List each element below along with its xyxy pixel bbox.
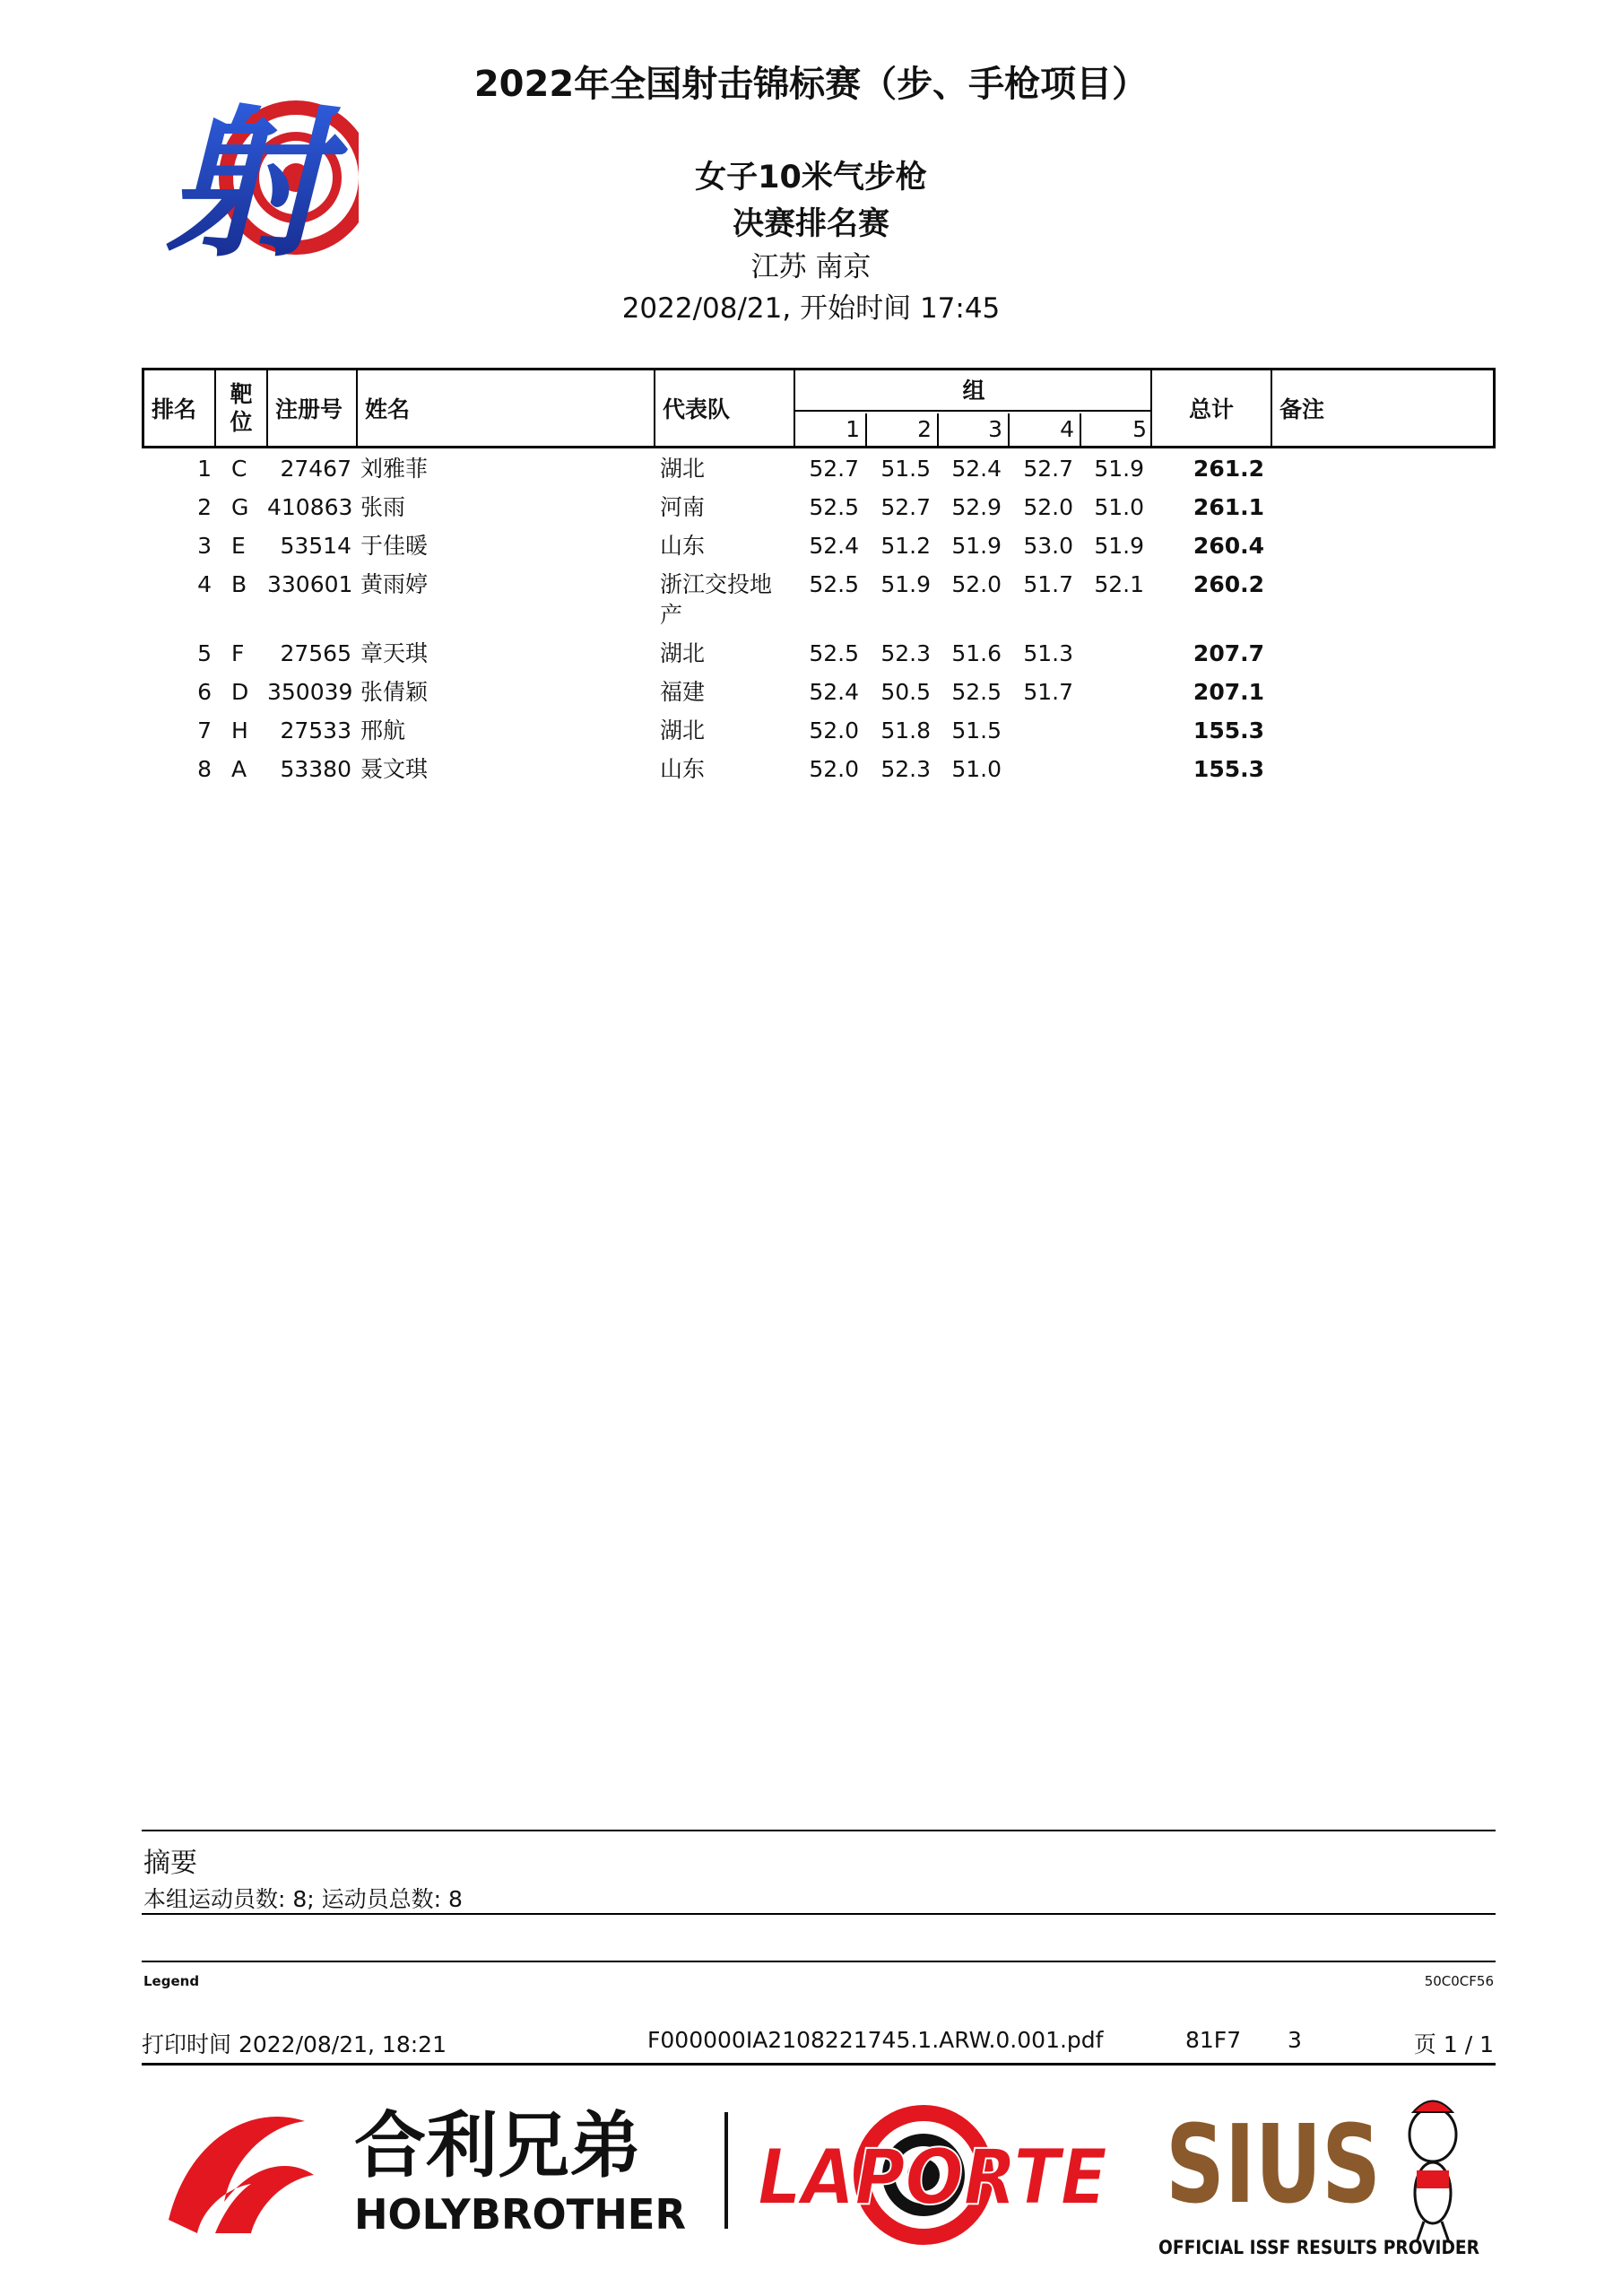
cell-team: 山东 — [660, 533, 706, 559]
table-row — [142, 453, 1496, 489]
pdf-filename: F000000IA2108221745.1.ARW.0.001.pdf — [647, 2027, 1104, 2053]
cell-target: D — [231, 679, 249, 705]
cell-target: C — [231, 456, 247, 482]
cell-rank: 3 — [197, 533, 212, 559]
cell-series-1: 52.4 — [809, 679, 859, 705]
event-location: 江苏 南京 — [750, 251, 872, 283]
footer-divider — [142, 2063, 1496, 2066]
cell-name: 张雨 — [360, 494, 406, 520]
cell-rank: 1 — [197, 456, 212, 482]
holybrother-logo — [169, 2104, 686, 2239]
cell-reg-no: 27467 — [280, 456, 351, 482]
competition-title: 2022年全国射击锦标赛（步、手枪项目） — [473, 64, 1149, 105]
cell-total: 155.3 — [1193, 756, 1264, 782]
table-row — [142, 753, 1496, 789]
col-remarks: 备注 — [1279, 396, 1325, 422]
table-row — [142, 676, 1496, 712]
cell-series-2: 52.3 — [880, 640, 931, 666]
cell-total: 261.1 — [1193, 494, 1264, 520]
col-target-line1: 靶 — [230, 380, 253, 407]
cell-series-5: 51.9 — [1094, 456, 1144, 482]
cell-series-5: 52.1 — [1094, 571, 1144, 597]
cell-series-4: 51.3 — [1023, 640, 1073, 666]
laporte-text: LAPORTE — [758, 2133, 1107, 2222]
cell-series-4: 51.7 — [1023, 571, 1073, 597]
cell-series-3: 51.9 — [951, 533, 1002, 559]
cell-series-5: 51.0 — [1094, 494, 1144, 520]
cell-target: G — [231, 494, 249, 520]
col-reg-no: 注册号 — [268, 370, 358, 446]
page-number: 页 1 / 1 — [1413, 2031, 1494, 2057]
cell-name: 刘雅菲 — [360, 456, 429, 482]
cell-team: 浙江交投地 — [660, 571, 773, 597]
cell-series-2: 51.8 — [880, 718, 931, 744]
cell-team: 湖北 — [660, 718, 706, 744]
cell-series-4: 51.7 — [1023, 679, 1073, 705]
summary-title: 摘要 — [143, 1848, 197, 1879]
table-row — [142, 491, 1496, 527]
cell-series-3: 51.6 — [951, 640, 1002, 666]
cell-reg-no: 27533 — [280, 718, 351, 744]
cell-series-4: 53.0 — [1023, 533, 1073, 559]
col-target-line2: 位 — [230, 409, 253, 435]
cell-rank: 7 — [197, 718, 212, 744]
event-datetime: 2022/08/21, 开始时间 17:45 — [621, 292, 1001, 325]
cell-reg-no: 330601 — [267, 571, 353, 597]
cell-team: 福建 — [660, 679, 706, 705]
table-row — [142, 569, 1496, 640]
col-total: 总计 — [1152, 370, 1272, 446]
cell-rank: 4 — [197, 571, 212, 597]
holybrother-swoosh-icon — [169, 2117, 314, 2233]
cell-series-2: 52.7 — [880, 494, 931, 520]
summary-bottom-divider — [142, 1913, 1496, 1915]
cell-reg-no: 350039 — [267, 679, 353, 705]
cell-series-3: 52.0 — [951, 571, 1002, 597]
col-series-1: 1 — [795, 413, 867, 446]
laporte-logo — [758, 2105, 1107, 2245]
cell-total: 207.7 — [1193, 640, 1264, 666]
col-group — [795, 370, 1152, 446]
cell-series-3: 52.5 — [951, 679, 1002, 705]
cell-series-1: 52.5 — [809, 494, 859, 520]
sius-text: SIUS — [1166, 2103, 1381, 2228]
cell-name: 邢航 — [360, 718, 406, 744]
cell-target: E — [231, 533, 246, 559]
event-name: 女子10米气步枪 — [695, 160, 927, 196]
table-row — [142, 530, 1496, 566]
cell-team: 湖北 — [660, 640, 706, 666]
col-series-3: 3 — [939, 413, 1010, 446]
event-phase: 决赛排名赛 — [732, 206, 889, 242]
cell-name: 章天琪 — [360, 640, 429, 666]
cell-series-3: 52.9 — [951, 494, 1002, 520]
cell-series-3: 52.4 — [951, 456, 1002, 482]
col-group-label: 组 — [795, 370, 1152, 412]
results-table-header — [142, 368, 1496, 448]
cell-series-1: 52.4 — [809, 533, 859, 559]
cell-series-2: 51.5 — [880, 456, 931, 482]
cell-target: B — [231, 571, 247, 597]
cell-reg-no: 410863 — [267, 494, 353, 520]
col-rank: 排名 — [144, 370, 216, 446]
cell-reg-no: 53514 — [280, 533, 351, 559]
sius-tagline: OFFICIAL ISSF RESULTS PROVIDER — [1158, 2237, 1479, 2258]
cell-series-2: 50.5 — [880, 679, 931, 705]
sius-logo — [1158, 2101, 1479, 2259]
cell-series-3: 51.0 — [951, 756, 1002, 782]
col-series-5: 5 — [1132, 416, 1147, 442]
cell-team: 河南 — [660, 494, 706, 520]
cell-total: 155.3 — [1193, 718, 1264, 744]
cell-total: 261.2 — [1193, 456, 1264, 482]
cell-team-line2: 产 — [660, 602, 683, 628]
cell-series-1: 52.0 — [809, 756, 859, 782]
col-name: 姓名 — [358, 370, 655, 446]
col-series-4: 4 — [1010, 413, 1081, 446]
cell-series-3: 51.5 — [951, 718, 1002, 744]
cell-series-2: 51.9 — [880, 571, 931, 597]
col-target — [216, 370, 268, 446]
cell-series-4: 52.0 — [1023, 494, 1073, 520]
holybrother-cn-text: 合利兄弟 — [354, 2104, 641, 2187]
sponsor-banner — [161, 2085, 1497, 2265]
cell-total: 207.1 — [1193, 679, 1264, 705]
cell-name: 黄雨婷 — [360, 571, 429, 597]
cell-series-1: 52.5 — [809, 640, 859, 666]
holybrother-en-text: HOLYBROTHER — [354, 2190, 686, 2239]
cell-name: 张倩颖 — [360, 679, 429, 705]
print-time: 打印时间 2022/08/21, 18:21 — [142, 2031, 447, 2057]
cell-series-1: 52.5 — [809, 571, 859, 597]
cell-series-2: 52.3 — [880, 756, 931, 782]
cell-series-2: 51.2 — [880, 533, 931, 559]
cell-team: 湖北 — [660, 456, 706, 482]
cell-total: 260.4 — [1193, 533, 1264, 559]
cell-target: A — [231, 756, 247, 782]
page-sequence: 3 — [1288, 2027, 1302, 2053]
col-team: 代表队 — [655, 370, 795, 446]
cell-team: 山东 — [660, 756, 706, 782]
cell-name: 于佳暖 — [360, 533, 429, 559]
cell-reg-no: 53380 — [280, 756, 351, 782]
cell-rank: 5 — [197, 640, 212, 666]
cell-rank: 6 — [197, 679, 212, 705]
summary-text: 本组运动员数: 8; 运动员总数: 8 — [143, 1886, 463, 1912]
cell-total: 260.2 — [1193, 571, 1264, 597]
document-code: 50C0CF56 — [1424, 1973, 1494, 1989]
cell-series-1: 52.0 — [809, 718, 859, 744]
cell-series-1: 52.7 — [809, 456, 859, 482]
cell-rank: 2 — [197, 494, 212, 520]
checksum: 81F7 — [1185, 2027, 1242, 2053]
legend-label: Legend — [143, 1973, 200, 1989]
summary-top-divider — [142, 1830, 1496, 1831]
cell-name: 聂文琪 — [360, 756, 429, 782]
logo-glyph: 射 — [165, 91, 327, 276]
cell-rank: 8 — [197, 756, 212, 782]
cell-target: H — [231, 718, 248, 744]
cell-series-4: 52.7 — [1023, 456, 1073, 482]
cell-series-5: 51.9 — [1094, 533, 1144, 559]
col-series-2: 2 — [867, 413, 939, 446]
table-row — [142, 715, 1496, 751]
cell-reg-no: 27565 — [280, 640, 351, 666]
legend-divider — [142, 1961, 1496, 1962]
table-row — [142, 638, 1496, 674]
sius-mascot-icon — [1409, 2101, 1456, 2243]
cell-target: F — [231, 640, 245, 666]
